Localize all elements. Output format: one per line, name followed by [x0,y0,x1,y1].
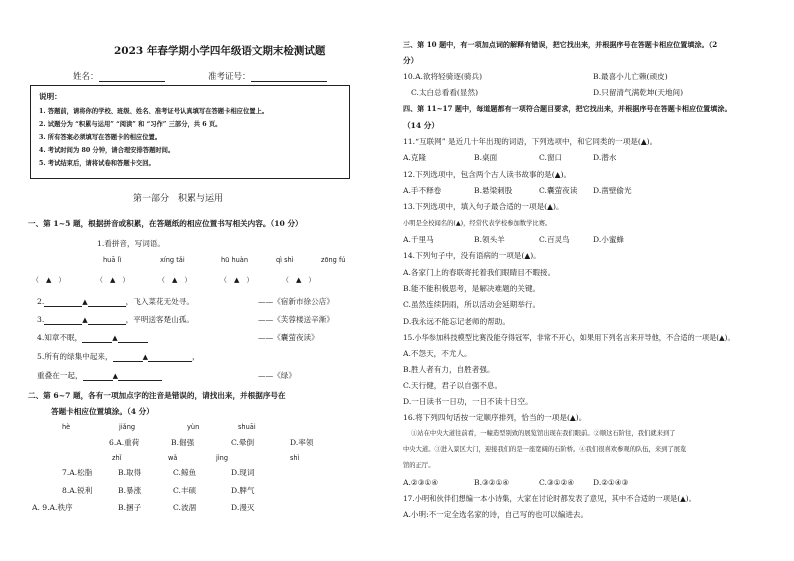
q1-blank-5[interactable]: （ ▲ ） [282,276,316,284]
q7-option-a[interactable]: 7.A.松脂 [62,468,93,477]
id-blank[interactable] [251,73,327,82]
q8-option-b[interactable]: B.暴涨 [118,486,142,495]
q2-line [37,297,194,307]
q5-text: 5.所有的绿集中起来， [37,352,113,361]
section-3-title-line2: 分） [403,56,419,65]
q14-option-c[interactable]: C.虽然连续阴雨，所以活动会延期举行。 [403,300,541,309]
q7-option-d[interactable]: D.现词 [231,468,255,477]
q8-option-d[interactable]: D.脾气 [231,486,255,495]
q13-option-b[interactable]: B.领头羊 [474,235,505,244]
instructions-box [30,85,350,179]
section-3-title: 三、第 10 题中，有一项加点词的解释有错误，把它找出来，并根据序号在答题卡相应位置填涂。（2 [403,40,718,49]
q9-option-d[interactable]: D.漫灭 [231,503,255,512]
section-2-title-line2: 答题卡相应位置填涂。（4 分） [51,407,154,416]
q11-option-b[interactable]: B.桌面 [474,153,498,162]
q5-mark: ▲ [142,353,148,361]
q12-option-d[interactable]: D.凿壁偷光 [593,186,632,195]
note-2: 2. 试题分为 “积累与运用” “阅读” 和 “习作” 三部分，共 6 页。 [39,121,222,128]
q1-label: 1.看拼音，写词语。 [97,239,165,248]
q16-passage-1: ①站在中央大道往前看，一幢造型别致的展览馆出现在我们眼前。②顺这石阶往，我们就来到了 [411,430,676,437]
q9-option-c[interactable]: C.波涸 [173,503,197,512]
q4-blank-b[interactable] [118,334,148,343]
q1-pinyin-5: zōng fú [321,256,346,264]
q1-pinyin-1: huā lì [103,256,122,264]
q5b-line [37,371,162,381]
q13-option-a[interactable]: A.千里马 [403,235,434,244]
q13-sentence: 小明是全校闻名的(▲)，经常代表学校参加数学比赛。 [403,220,552,227]
q11-option-d[interactable]: D.潜水 [593,153,617,162]
q7-option-c[interactable]: C.鲸鱼 [173,468,197,477]
q16-option-b[interactable]: B.③②①④ [474,478,510,487]
q15-option-c[interactable]: C.天行健，君子以自强不息。 [403,381,503,390]
note-5: 5. 考试结束后，请将试卷和答题卡交回。 [39,160,155,167]
q1-pinyin-3: hū huàn [221,256,249,264]
q12-option-c[interactable]: C.囊萤夜读 [539,186,578,195]
section-2-title: 二、第 6~7 题，各有一项加点字的注音是错误的，请找出来，并根据序号在 [28,391,286,400]
note-4: 4. 考试时间为 80 分钟，请合理安排答题时间。 [39,147,175,154]
q7-pinyin-1: zhǐ [112,454,122,462]
q8-option-a[interactable]: 8.A.锐利 [62,486,93,495]
q3-line [37,315,194,325]
q16-text: 16.将下列四句话按一定顺序排列，恰当的一项是(▲)。 [403,413,587,422]
section-4-title: 四、第 11~17 题中，每道题都有一项符合题目要求，把它找出来，并根据序号在答题卡相应位置填涂。 [403,104,732,113]
q3-source: ——《芙蓉楼送辛渐》 [258,315,334,324]
section-1-title: 一、第 1~5 题，根据拼音或积累，在答题纸的相应位置书写相关内容。（10 分） [28,219,303,228]
q7-pinyin-4: shì [290,454,300,462]
section-4-title-line2: （14 分） [403,121,439,130]
q1-pinyin-2: xíng tǎi [160,256,185,264]
note-3: 3. 所有答案必须填写在答题卡的相应位置。 [39,134,162,141]
q12-text: 12.下列选项中，包含两个古人读书故事的是(▲)。 [403,170,572,179]
q4-text: 4.知章不眠， [37,333,83,342]
q1-blank-2[interactable]: （ ▲ ） [96,276,130,284]
q10-option-b[interactable]: B.最喜小儿亡赖(顽皮) [593,72,668,81]
q5-blank-a[interactable] [113,353,143,362]
q16-option-c[interactable]: C.③①②④ [539,478,575,487]
q13-option-c[interactable]: C.百灵鸟 [539,235,570,244]
q12-option-b[interactable]: B.悬梁刺股 [474,186,513,195]
q12-option-a[interactable]: A.手不释卷 [403,186,442,195]
q15-option-b[interactable]: B.胜人者有力，自胜者强。 [403,365,495,374]
name-blank[interactable] [99,73,165,82]
q9-option-b[interactable]: B.捆子 [118,503,142,512]
q2-mark: ▲ [82,298,88,306]
q10-option-d[interactable]: D.只留清气满乾坤(天地间) [593,88,684,97]
q6-pinyin-1: hè [62,423,71,431]
q4-mark: ▲ [112,334,118,342]
q14-option-d[interactable]: D.我永远不能忘记老师的帮助。 [403,317,510,326]
q4-source: ——《囊萤夜读》 [258,333,319,342]
name-label: 姓名： [73,72,99,82]
q1-blank-1[interactable]: （ ▲ ） [32,276,66,284]
q14-option-b[interactable]: B.能不能积极思考，是解决难题的关键。 [403,284,541,293]
q5b-blank-b[interactable] [118,372,162,381]
q15-option-d[interactable]: D.一日读书一日功，一日不读十日空。 [403,397,533,406]
name-field [73,73,165,82]
q17-text: 17.小明和伙伴们想编一本小诗集，大家在讨论时都发表了意见，其中不合适的一项是(▲)。 [403,494,696,503]
q15-text: 15.小华参加科技模型比赛没能夺得冠军，非常不开心，如果用下列名言来开导他，不合适的一项是(▲)。 [403,333,735,342]
q4-blank-a[interactable] [82,334,112,343]
q3-text: ，平明送客楚山孤。 [125,315,194,324]
q14-option-a[interactable]: A.各家门上的春联寄托着我们眼睛目不暇接。 [403,268,556,277]
q14-text: 14.下列句子中，没有语病的一项是(▲)。 [403,251,541,260]
q11-option-c[interactable]: C.窗口 [539,153,563,162]
q5-line [37,352,200,362]
q11-text: 11.“互联网” 是近几十年出现的词语，下列选项中，和它同类的一项是(▲)。 [403,137,658,146]
q16-passage-3: 馆的正厅。 [403,462,435,469]
q5-tail: ， [191,352,200,361]
q2-source: ——《宿新市徐公店》 [258,297,334,306]
q10-option-c[interactable]: C.太白总看看(显然) [411,88,479,97]
id-label: 准考证号： [208,72,251,82]
q9-option-a[interactable]: A. 9.A.秩序 [32,503,73,512]
q16-option-d[interactable]: D.②①④③ [593,478,629,487]
q3-blank-a[interactable] [44,316,82,325]
q10-option-a[interactable]: 10.A.欲将轻骑逐(骑兵) [403,72,483,81]
q5b-text: 重叠在一起， [37,371,83,380]
q6-option-b[interactable]: B.倔强 [171,438,195,447]
q1-blank-3[interactable]: （ ▲ ） [158,276,192,284]
note-1: 1. 答题前，请将你的学校、班级、姓名、准考证号认真填写在答题卡相应位置上。 [39,108,269,115]
q7-pinyin-3: jìng [216,454,229,462]
q16-option-a[interactable]: A.②③①④ [403,478,439,487]
q5b-blank-a[interactable] [83,372,113,381]
q7-option-b[interactable]: B.取得 [118,468,142,477]
q6-option-c[interactable]: C.晕倒 [231,438,255,447]
q2-number: 2. [37,297,45,306]
notes-title: 说明： [39,92,62,101]
q17-option-a[interactable]: A.小明:不一定全选名家的诗，自己写的也可以编进去。 [403,510,589,519]
q2-blank-a[interactable] [44,298,82,307]
q3-blank-b[interactable] [88,316,126,325]
q6-option-a[interactable]: 6.A.重荷 [109,438,140,447]
q13-text: 13.下列选项中，填入句子最合适的一项是(▲)。 [403,202,564,211]
q3-number: 3. [37,315,45,324]
q2-text: ，飞入菜花无处寻。 [125,297,194,306]
id-field [208,73,327,82]
q5-source: ——《绿》 [258,371,296,380]
part-title: 第一部分 积累与运用 [133,194,224,204]
q6-pinyin-4: shuāi [238,423,256,431]
q7-pinyin-2: wǎ [168,454,178,462]
q11-option-a[interactable]: A.克隆 [403,153,427,162]
q5-blank-b[interactable] [148,353,192,362]
exam-title: 2023 年春学期小学四年级语文期末检测试题 [114,45,326,57]
q6-option-d[interactable]: D.率领 [290,438,314,447]
q1-pinyin-4: qì shì [276,256,294,264]
q16-passage-2: 中央大道。③进入景区大门，迎接我们的是一座宽阔的石阶桥。④我们很喜欢参观的队伍，来到了展览 [403,446,687,453]
q8-option-c[interactable]: C.丰硕 [173,486,197,495]
q4-line [37,333,148,343]
q3-mark: ▲ [82,316,88,324]
q15-option-a[interactable]: A.不怨天，不尤人。 [403,349,472,358]
q5b-mark: ▲ [112,372,118,380]
q13-option-d[interactable]: D.小蜜蜂 [593,235,625,244]
q6-pinyin-3: yùn [187,423,200,431]
q2-blank-b[interactable] [88,298,126,307]
q1-blank-4[interactable]: （ ▲ ） [220,276,254,284]
q6-pinyin-2: jiǎng [119,423,136,431]
